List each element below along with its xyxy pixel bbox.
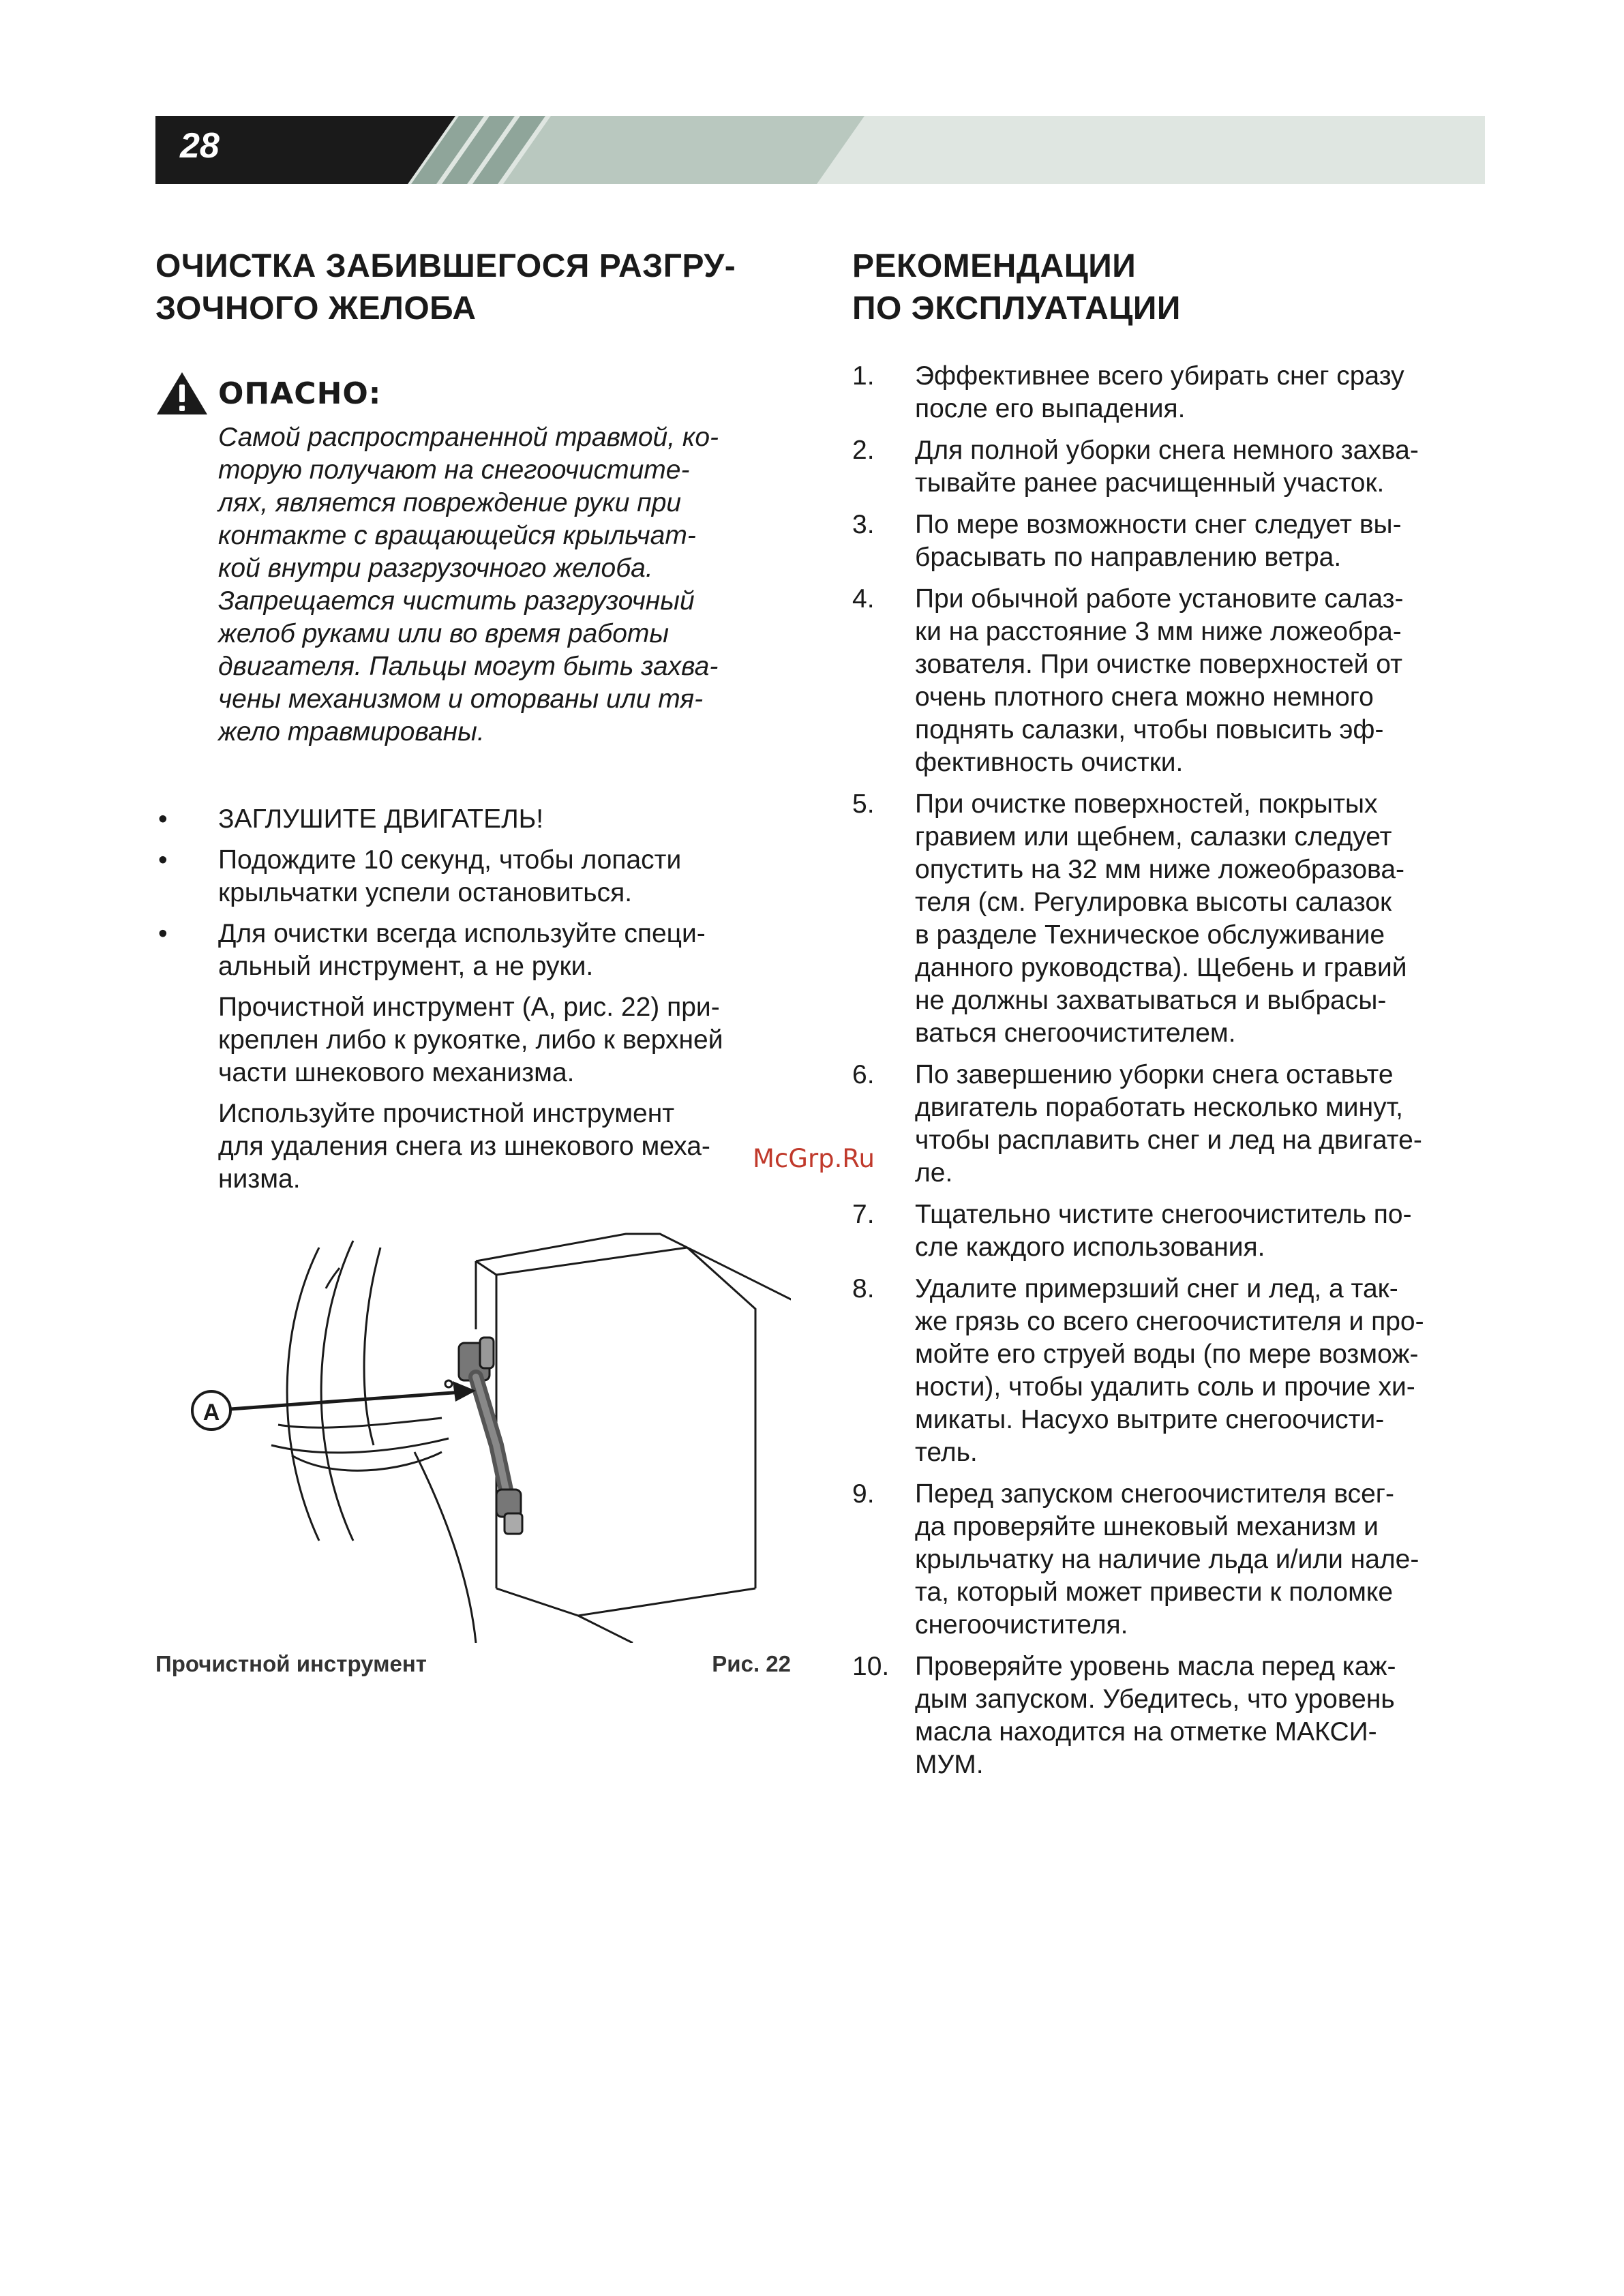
item-text: При обычной работе установите салаз- ки на расстояние 3 мм ниже ложеобра- зователя. При очистке поверхностей от очень плотного снега можно немного поднять салазки, чтобы повысить эф- фективность очистки.: [915, 584, 1404, 777]
danger-text: Самой распространенной травмой, ко- торую получают на снегоочистите- лях, является повреждение руки при контакте с вращающейся крыльчат- кой внутри разгрузочного желоба. Запрещается чистить разгрузочный желоб руками или во время работы двигателя. Пальцы могут быть захва- чены механизмом и оторваны или тя- жело травмированы.: [218, 423, 719, 746]
list-item-text: Для очистки всегда используйте специ- альный инструмент, а не руки.: [218, 919, 706, 981]
warning-triangle-icon: [155, 371, 209, 416]
item-number: 8.: [852, 1274, 875, 1303]
list-item: [852, 583, 1488, 779]
item-text: Проверяйте уровень масла перед каж- дым запуском. Убедитесь, что уровень масла находится на отметке МАКСИ- МУМ.: [915, 1652, 1396, 1779]
list-item: [852, 509, 1488, 574]
safety-steps-list: [155, 803, 791, 983]
item-number: 4.: [852, 584, 875, 614]
list-item: [852, 1273, 1488, 1469]
section-title-recommendations: РЕКОМЕНДАЦИИ ПО ЭКСПЛУАТАЦИИ: [852, 248, 1181, 327]
list-item-text: Подождите 10 секунд, чтобы лопасти крыльчатки успели остановиться.: [218, 845, 682, 907]
recommendations-list: [852, 360, 1488, 1781]
item-number: 5.: [852, 789, 875, 819]
page-number: 28: [180, 126, 220, 166]
bullet-icon: •: [158, 919, 168, 948]
item-text: Тщательно чистите снегоочиститель по- сле каждого использования.: [915, 1200, 1412, 1262]
list-item: [155, 803, 791, 836]
figure-caption: [155, 1651, 791, 1677]
list-item: [155, 918, 791, 983]
list-item-text: ЗАГЛУШИТЕ ДВИГАТЕЛЬ!: [218, 804, 544, 834]
item-text: Для полной уборки снега немного захва- тывайте ранее расчищенный участок.: [915, 436, 1419, 498]
figure-number: Рис. 22: [712, 1651, 791, 1676]
list-item: [155, 844, 791, 909]
clean-out-tool-illustration: [155, 1220, 791, 1643]
callout-label: A: [202, 1400, 220, 1425]
danger-heading: [155, 369, 791, 417]
list-item: [852, 1478, 1488, 1642]
item-text: Эффективнее всего убирать снег сразу после его выпадения.: [915, 361, 1404, 423]
list-item: [852, 434, 1488, 500]
item-text: По завершению уборки снега оставьте двигатель поработать несколько минут, чтобы расплавить снег и лед на двигате- ле.: [915, 1060, 1422, 1188]
danger-label: ОПАСНО:: [218, 376, 382, 411]
page-header: [155, 116, 1485, 184]
figure-clean-out-tool: [155, 1220, 791, 1643]
figure-caption-text: Прочистной инструмент: [155, 1651, 427, 1676]
item-number: 7.: [852, 1200, 875, 1229]
item-text: При очистке поверхностей, покрытых гравием или щебнем, салазки следует опустить на 32 мм ниже ложеобразова- теля (см. Регулировка высоты салазок в разделе Техническое обслуживание данного руководства). Щебень и гравий не должны захватываться и выбрасы- ваться снегоочистителем.: [915, 789, 1407, 1048]
item-text: По мере возможности снег следует вы- брасывать по направлению ветра.: [915, 510, 1402, 572]
item-number: 10.: [852, 1652, 890, 1681]
section-title-chute-cleaning: ОЧИСТКА ЗАБИВШЕГОСЯ РАЗГРУ- ЗОЧНОГО ЖЕЛОБА: [155, 248, 736, 327]
item-text: Перед запуском снегоочистителя всег- да проверяйте шнековый механизм и крыльчатку на наличие льда и/или нале- та, который может привести к поломке снегоочистителя.: [915, 1479, 1419, 1640]
list-item: [852, 788, 1488, 1050]
list-item: [852, 360, 1488, 425]
paragraph-tool-usage: Используйте прочистной инструмент для удаления снега из шнекового меха- низма.: [218, 1099, 710, 1194]
bullet-icon: •: [158, 804, 168, 834]
item-text: Удалите примерзший снег и лед, а так- же грязь со всего снегоочистителя и про- мойте его струей воды (по мере возмож- ности), чтобы удалить соль и прочие хи- микаты. Насухо вытрите снегоочисти- тель.: [915, 1274, 1424, 1467]
right-column: [852, 245, 1488, 1790]
clean-out-tool: [459, 1338, 522, 1534]
list-item: [852, 1198, 1488, 1264]
item-number: 9.: [852, 1479, 875, 1509]
header-stripes: [155, 116, 1485, 184]
bullet-icon: •: [158, 845, 168, 875]
item-number: 1.: [852, 361, 875, 391]
paragraph-tool-location: Прочистной инструмент (А, рис. 22) при- креплен либо к рукоятке, либо к верхней части шнекового механизма.: [218, 993, 723, 1087]
watermark: McGrp.Ru: [753, 1144, 875, 1173]
list-item: [852, 1059, 1488, 1190]
item-number: 3.: [852, 510, 875, 539]
left-column: [155, 245, 791, 1196]
item-number: 6.: [852, 1060, 875, 1089]
item-number: 2.: [852, 436, 875, 465]
list-item: [852, 1650, 1488, 1781]
